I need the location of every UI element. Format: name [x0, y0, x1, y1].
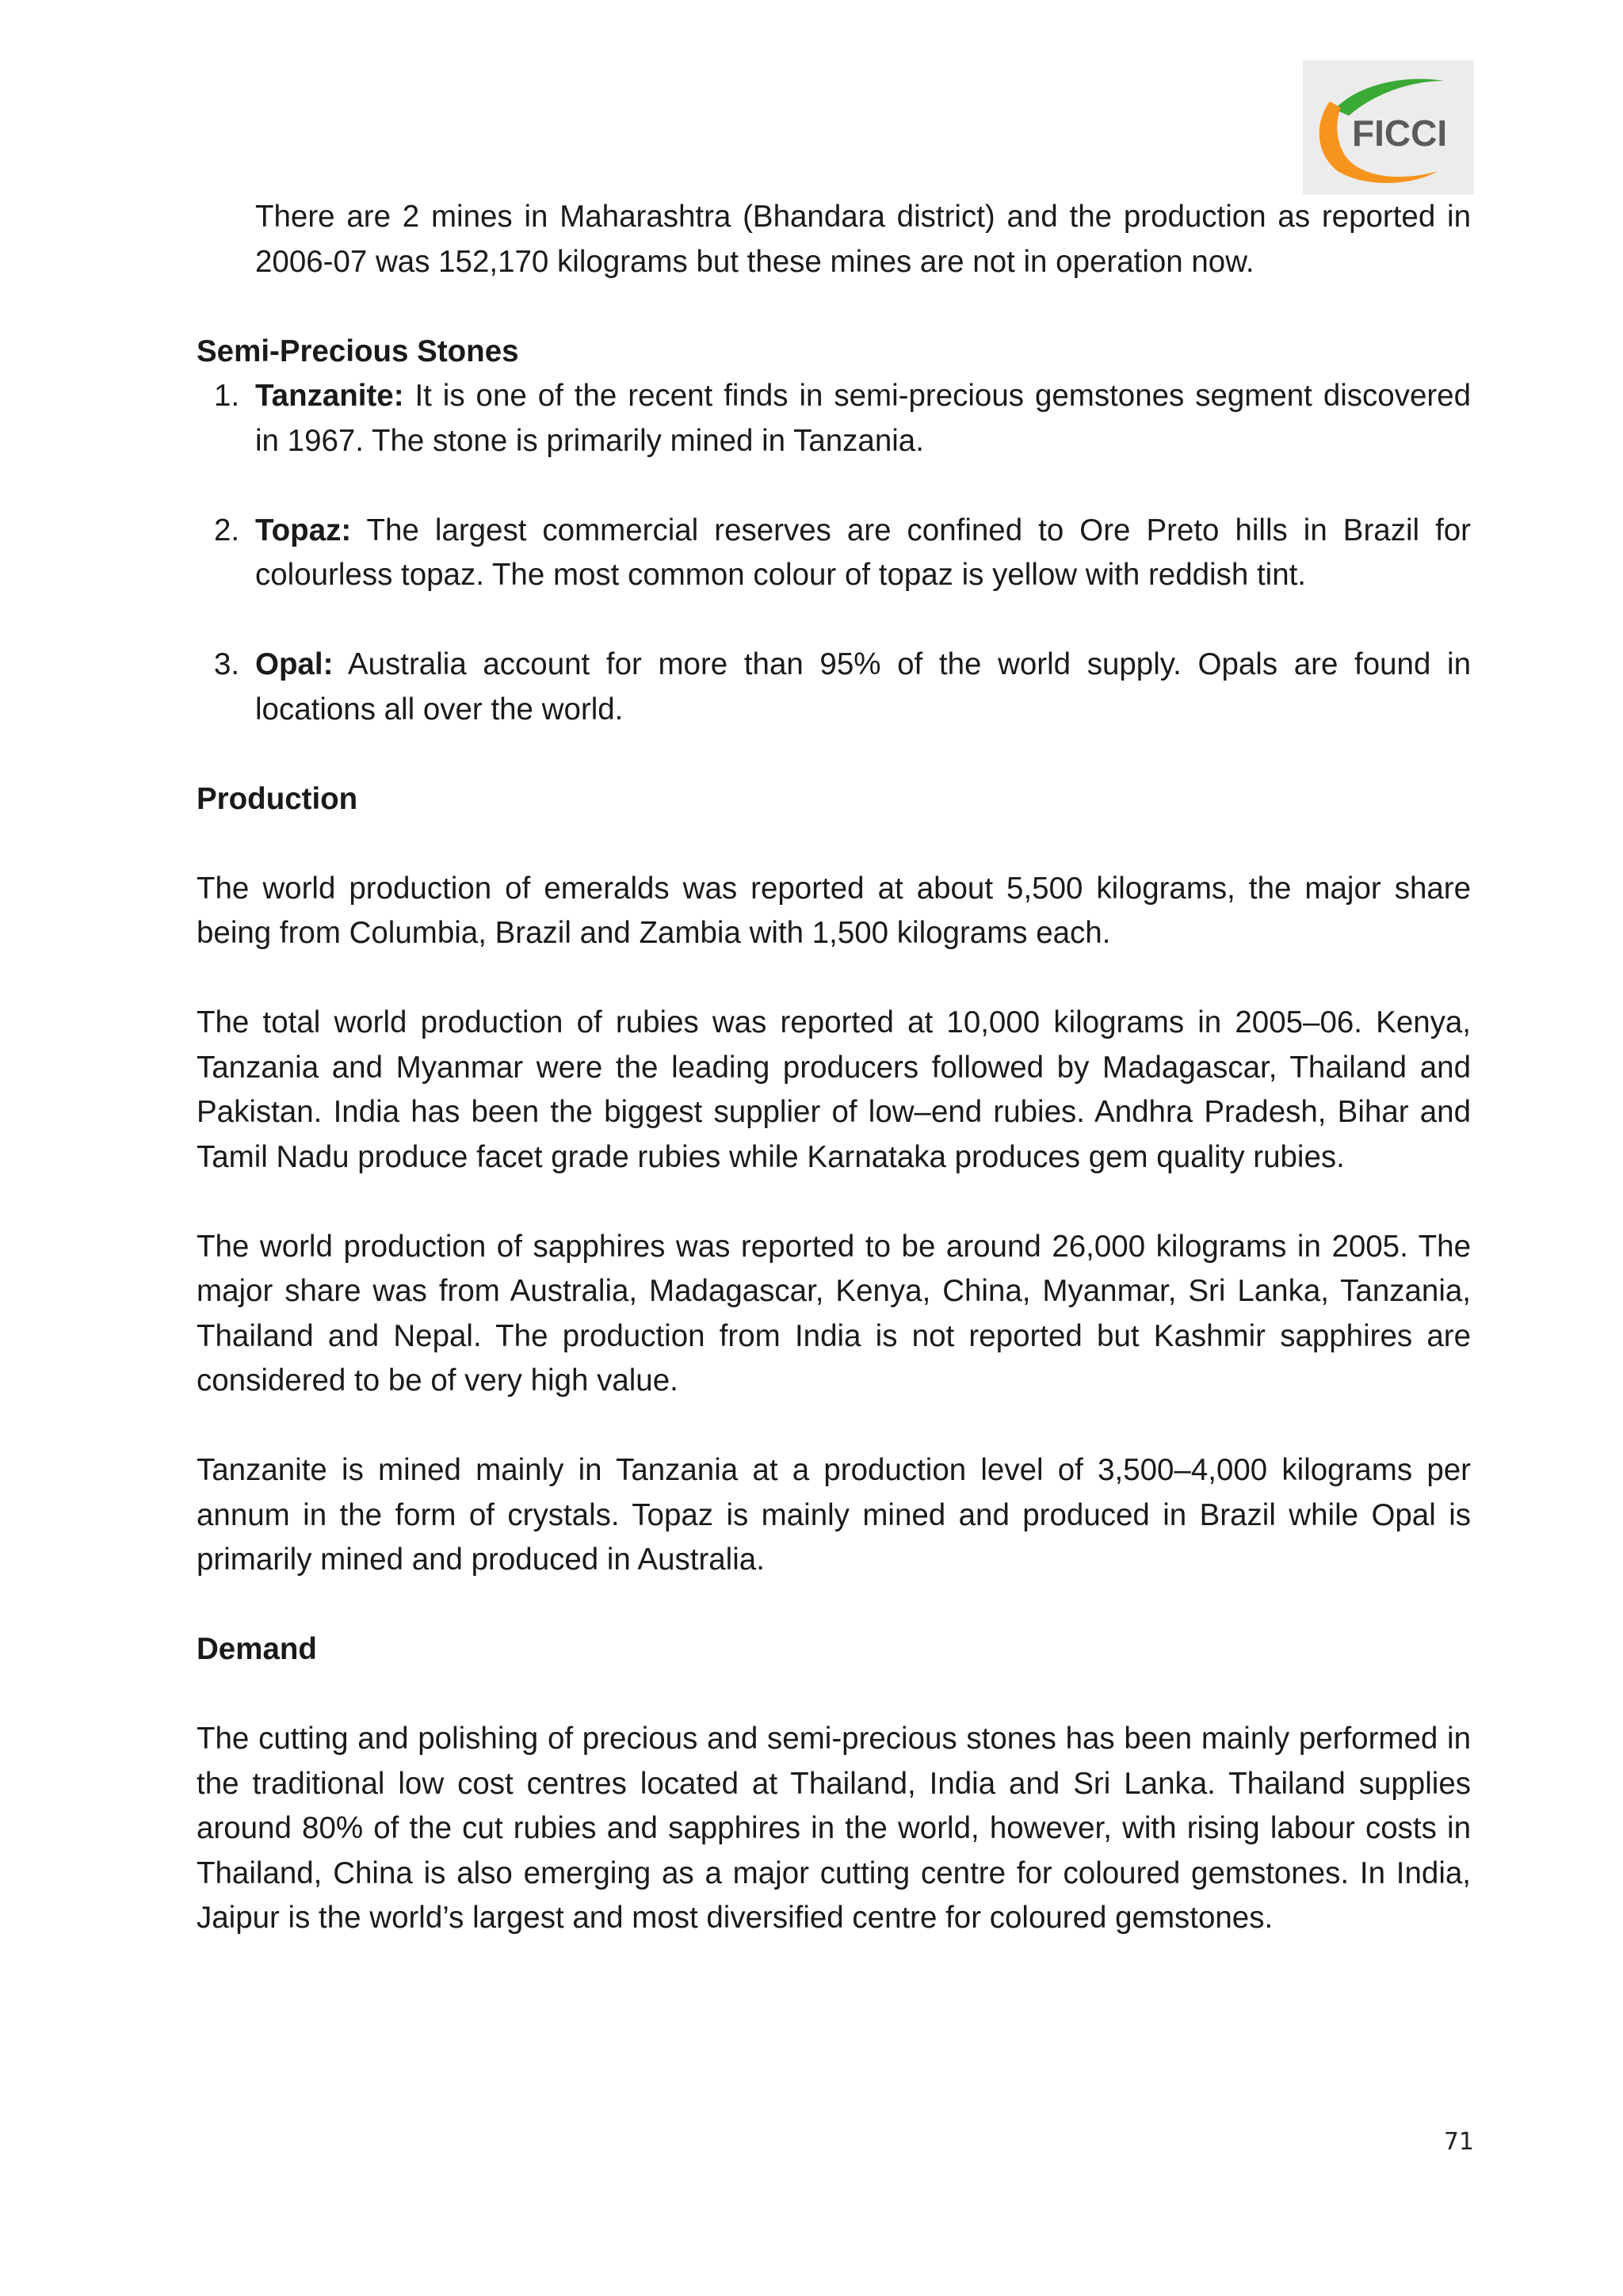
ficci-logo: [1303, 60, 1474, 195]
list-text: It is one of the recent finds in semi-precious gemstones segment discovered in 1967. The stone is primarily mined in Tanzania.: [255, 379, 1471, 458]
production-paragraph-sapphires: The world production of sapphires was reported to be around 26,000 kilograms in 2005. The major share was from Australia, Madagascar, Kenya, China, Myanmar, Sri Lanka, Tanzania, Thailand and Nepal. The production from India is not reported but Kashmir sapphires are considered to be of very high value.: [197, 1229, 1471, 1398]
production-heading: Production: [197, 781, 358, 816]
list-number: 3.: [214, 647, 240, 681]
list-number: 2.: [214, 513, 240, 547]
list-item-topaz: [197, 509, 1471, 598]
production-paragraph-emeralds: The world production of emeralds was reported at about 5,500 kilograms, the major share being from Columbia, Brazil and Zambia with 1,500 kilograms each.: [197, 871, 1471, 950]
document-body: [197, 195, 1471, 1941]
semi-precious-list: [197, 374, 1471, 732]
list-text: The largest commercial reserves are confined to Ore Preto hills in Brazil for colourless topaz. The most common colour of topaz is yellow with reddish tint.: [255, 513, 1471, 592]
intro-paragraph: There are 2 mines in Maharashtra (Bhandara district) and the production as reported in 2006-07 was 152,170 kilograms but these mines are not in operation now.: [255, 200, 1471, 279]
demand-paragraph: The cutting and polishing of precious and semi-precious stones has been mainly performed in the traditional low cost centres located at Thailand, India and Sri Lanka. Thailand supplies around 80% of the cut rubies and sapphires in the world, however, with rising labour costs in Thailand, China is also emerging as a major cutting centre for coloured gemstones. In India, Jaipur is the world’s largest and most diversified centre for coloured gemstones.: [197, 1722, 1471, 1935]
production-paragraph-tanzanite: Tanzanite is mined mainly in Tanzania at a production level of 3,500–4,000 kilograms per annum in the form of crystals. Topaz is mainly mined and produced in Brazil while Opal is primarily mined and produced in Australia.: [197, 1453, 1471, 1577]
production-paragraph-rubies: The total world production of rubies was reported at 10,000 kilograms in 2005–06. Kenya, Tanzania and Myanmar were the leading producers followed by Madagascar, Thailand and Pakistan. India has been the biggest supplier of low–end rubies. Andhra Pradesh, Bihar and Tamil Nadu produce facet grade rubies while Karnataka produces gem quality rubies.: [197, 1005, 1471, 1174]
demand-heading: Demand: [197, 1632, 317, 1666]
list-term: Topaz:: [255, 513, 352, 547]
list-number: 1.: [214, 379, 240, 413]
semi-precious-heading: Semi-Precious Stones: [197, 334, 519, 368]
list-text: Australia account for more than 95% of the world supply. Opals are found in locations all over the world.: [255, 647, 1471, 727]
list-item-tanzanite: [197, 374, 1471, 463]
list-term: Opal:: [255, 647, 334, 681]
list-item-opal: [197, 643, 1471, 732]
page-number: 71: [1443, 2128, 1474, 2156]
list-term: Tanzanite:: [255, 379, 404, 413]
ficci-logo-graphic: [1303, 60, 1474, 195]
logo-text: FICCI: [1352, 113, 1448, 154]
